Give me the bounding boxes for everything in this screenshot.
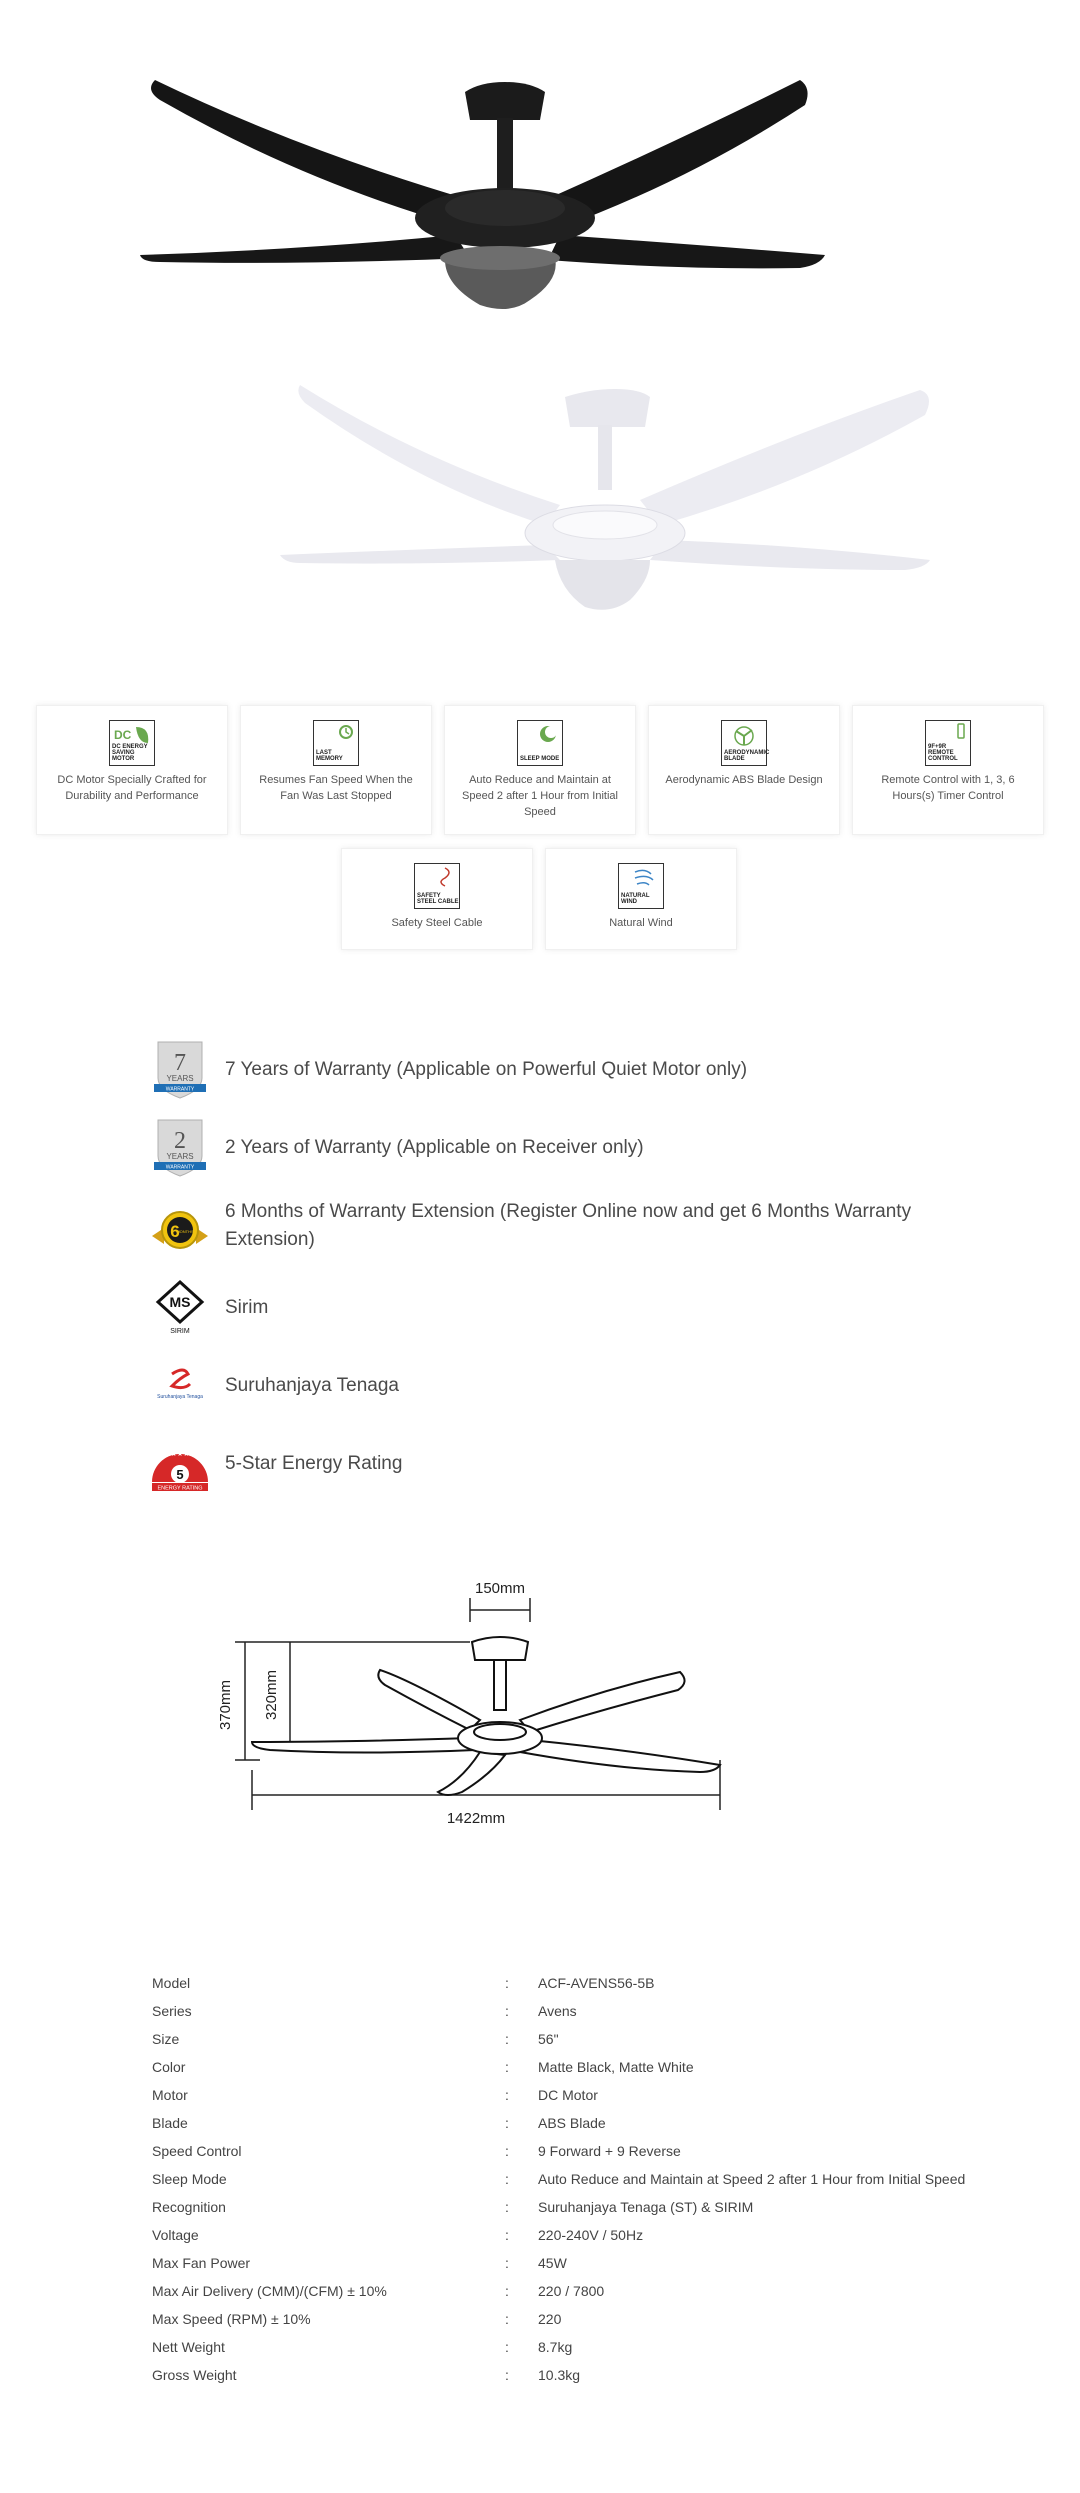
spec-row (152, 2249, 1052, 2277)
remote-control-icon: 9F+9R REMOTE CONTROL (925, 720, 971, 766)
spec-separator: : (505, 2227, 509, 2243)
spec-row (152, 2165, 1052, 2193)
feature-label: Remote Control with 1, 3, 6 Hours(s) Timer Control (881, 774, 1015, 802)
dimension-top-label: 150mm (474, 1580, 526, 1597)
spec-row (152, 1969, 1052, 1997)
dimension-body-height-label: 320mm (263, 1669, 280, 1721)
feature-label: Auto Reduce and Maintain at Speed 2 after 1 Hour from Initial Speed (462, 774, 618, 818)
suruhanjaya-tenaga-icon (150, 1356, 210, 1416)
warranty-item (150, 1040, 970, 1100)
svg-text:MONTHS: MONTHS (176, 1229, 194, 1234)
svg-text:SIRIM: SIRIM (170, 1328, 190, 1335)
feature-card-last-memory (240, 705, 432, 835)
safety-cable-icon: SAFETY STEEL CABLE (414, 863, 460, 909)
sirim-icon (150, 1278, 210, 1338)
spec-row (152, 2109, 1052, 2137)
spec-row (152, 2053, 1052, 2081)
feature-label: Resumes Fan Speed When the Fan Was Last Stopped (259, 774, 413, 802)
spec-value: 220 (538, 2311, 562, 2327)
spec-value: Matte Black, Matte White (538, 2059, 694, 2075)
spec-row (152, 2025, 1052, 2053)
svg-text:5: 5 (176, 1467, 184, 1482)
spec-key: Max Fan Power (152, 2255, 251, 2271)
spec-key: Nett Weight (152, 2339, 225, 2355)
feature-card-natural-wind (545, 848, 737, 950)
feature-label: Natural Wind (609, 917, 673, 929)
svg-text:YEARS: YEARS (166, 1074, 194, 1083)
warranty-text: 6 Months of Warranty Extension (Register Online now and get 6 Months Warranty Extension) (225, 1201, 912, 1250)
warranty-text: Sirim (225, 1297, 269, 1318)
feature-card-dc-motor (36, 705, 228, 835)
spec-value: DC Motor (538, 2087, 598, 2103)
dc-motor-icon: DC DC ENERGY SAVING MOTOR (109, 720, 155, 766)
spec-separator: : (505, 2255, 509, 2271)
warranty-item (150, 1356, 970, 1416)
svg-text:WARRANTY: WARRANTY (165, 1086, 195, 1093)
spec-key: Speed Control (152, 2143, 242, 2159)
spec-row (152, 2277, 1052, 2305)
feature-label: DC Motor Specially Crafted for Durability and Performance (57, 774, 207, 802)
feature-card-safety-cable (341, 848, 533, 950)
spec-value: 220-240V / 50Hz (538, 2227, 644, 2243)
warranty-text: 5-Star Energy Rating (225, 1453, 403, 1474)
spec-separator: : (505, 2367, 509, 2383)
spec-separator: : (505, 2087, 509, 2103)
feature-label: Safety Steel Cable (391, 917, 483, 929)
energy-rating-icon (150, 1434, 210, 1494)
fan-dimension-diagram (200, 1560, 760, 1850)
spec-separator: : (505, 2311, 509, 2327)
spec-separator: : (505, 2199, 509, 2215)
spec-separator: : (505, 2031, 509, 2047)
feature-card-sleep-mode (444, 705, 636, 835)
spec-key: Max Speed (RPM) ± 10% (152, 2311, 311, 2327)
spec-value: ABS Blade (538, 2115, 606, 2131)
spec-value: 9 Forward + 9 Reverse (538, 2143, 681, 2159)
last-memory-icon: LAST MEMORY (313, 720, 359, 766)
spec-row (152, 2193, 1052, 2221)
spec-key: Motor (152, 2087, 188, 2103)
spec-key: Model (152, 1975, 191, 1991)
spec-row (152, 2137, 1052, 2165)
warranty-item (150, 1118, 970, 1178)
feature-card-aerodynamic-blade (648, 705, 840, 835)
svg-text:DC: DC (114, 728, 132, 742)
dimension-span-label: 1422mm (446, 1810, 506, 1827)
svg-text:7: 7 (174, 1050, 186, 1076)
svg-text:★★★★★: ★★★★★ (164, 1450, 196, 1458)
warranty-item (150, 1278, 970, 1338)
natural-wind-icon: NATURAL WIND (618, 863, 664, 909)
spec-value: ACF-AVENS56-5B (538, 1975, 655, 1991)
spec-separator: : (505, 2115, 509, 2131)
spec-key: Sleep Mode (152, 2171, 227, 2187)
seven-years-warranty-icon (150, 1040, 210, 1100)
warranty-text: Suruhanjaya Tenaga (225, 1375, 399, 1396)
warranty-text: 7 Years of Warranty (Applicable on Powerful Quiet Motor only) (225, 1059, 748, 1080)
spec-value: Avens (538, 2003, 577, 2019)
spec-key: Gross Weight (152, 2367, 237, 2383)
spec-row (152, 2305, 1052, 2333)
spec-key: Blade (152, 2115, 188, 2131)
spec-row (152, 2081, 1052, 2109)
spec-key: Series (152, 2003, 192, 2019)
spec-row (152, 1997, 1052, 2025)
svg-text:Suruhanjaya Tenaga: Suruhanjaya Tenaga (157, 1394, 203, 1400)
spec-value: 56" (538, 2031, 559, 2047)
six-months-extension-icon (150, 1198, 210, 1258)
aerodynamic-blade-icon: AERODYNAMIC BLADE (721, 720, 767, 766)
warranty-item (150, 1434, 970, 1494)
spec-key: Voltage (152, 2227, 199, 2243)
white-ceiling-fan-image (0, 375, 1080, 675)
spec-value: Suruhanjaya Tenaga (ST) & SIRIM (538, 2199, 754, 2215)
spec-value: 45W (538, 2255, 567, 2271)
spec-row (152, 2361, 1052, 2389)
spec-key: Max Air Delivery (CMM)/(CFM) ± 10% (152, 2283, 387, 2299)
svg-text:ENERGY RATING: ENERGY RATING (157, 1485, 203, 1492)
spec-key: Recognition (152, 2199, 226, 2215)
spec-separator: : (505, 1975, 509, 1991)
spec-value: Auto Reduce and Maintain at Speed 2 after 1 Hour from Initial Speed (538, 2171, 966, 2187)
feature-card-remote-control (852, 705, 1044, 835)
spec-value: 8.7kg (538, 2339, 573, 2355)
feature-label: Aerodynamic ABS Blade Design (665, 774, 823, 786)
warranty-text: 2 Years of Warranty (Applicable on Receiver only) (225, 1137, 644, 1158)
spec-separator: : (505, 2171, 509, 2187)
black-ceiling-fan-image (0, 30, 1080, 360)
svg-text:WARRANTY: WARRANTY (165, 1164, 195, 1171)
spec-separator: : (505, 2339, 509, 2355)
svg-text:YEARS: YEARS (166, 1152, 194, 1161)
spec-value: 220 / 7800 (538, 2283, 605, 2299)
two-years-warranty-icon (150, 1118, 210, 1178)
spec-key: Size (152, 2031, 180, 2047)
spec-value: 10.3kg (538, 2367, 581, 2383)
spec-separator: : (505, 2059, 509, 2075)
spec-separator: : (505, 2143, 509, 2159)
dimension-total-height-label: 370mm (217, 1679, 234, 1731)
sleep-mode-icon: SLEEP MODE (517, 720, 563, 766)
svg-text:2: 2 (174, 1128, 186, 1154)
svg-text:6: 6 (170, 1222, 180, 1241)
spec-row (152, 2333, 1052, 2361)
spec-separator: : (505, 2283, 509, 2299)
spec-row (152, 2221, 1052, 2249)
spec-key: Color (152, 2059, 186, 2075)
spec-separator: : (505, 2003, 509, 2019)
svg-text:MS: MS (169, 1294, 191, 1310)
warranty-item (150, 1196, 970, 1260)
